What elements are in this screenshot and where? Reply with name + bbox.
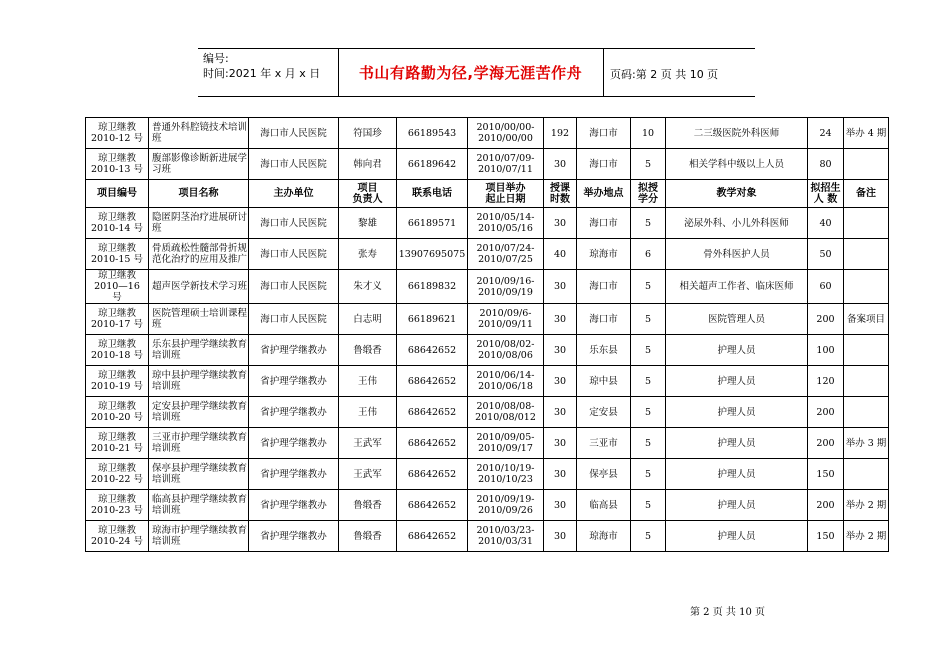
cell-project-id: 琼卫继教 2010-17 号 bbox=[86, 304, 149, 335]
cell-phone: 68642652 bbox=[397, 521, 468, 552]
cell-project-name: 保亭县护理学继续教育培训班 bbox=[149, 459, 249, 490]
cell-enrollment: 150 bbox=[808, 521, 844, 552]
cell-enrollment: 200 bbox=[808, 490, 844, 521]
cell-project-name: 超声医学新技术学习班 bbox=[149, 270, 249, 304]
cell-audience: 骨外科医护人员 bbox=[666, 239, 808, 270]
cell-remarks: 备案项目 bbox=[844, 304, 889, 335]
header-enrollment: 拟招生 人 数 bbox=[808, 180, 844, 208]
cell-project-lead: 王伟 bbox=[339, 366, 397, 397]
table-row bbox=[86, 304, 889, 335]
cell-phone: 68642652 bbox=[397, 397, 468, 428]
cell-location: 海口市 bbox=[577, 304, 631, 335]
cell-hours: 30 bbox=[544, 397, 577, 428]
cell-hours: 30 bbox=[544, 149, 577, 180]
cell-remarks bbox=[844, 208, 889, 239]
cell-location: 海口市 bbox=[577, 149, 631, 180]
cell-project-name: 临高县护理学继续教育培训班 bbox=[149, 490, 249, 521]
header-project-id: 项目编号 bbox=[86, 180, 149, 208]
cell-organizer: 省护理学继教办 bbox=[249, 521, 339, 552]
table-row bbox=[86, 428, 889, 459]
cell-phone: 68642652 bbox=[397, 459, 468, 490]
cell-audience: 护理人员 bbox=[666, 490, 808, 521]
cell-date-range: 2010/05/14- 2010/05/16 bbox=[468, 208, 544, 239]
cell-project-lead: 白志明 bbox=[339, 304, 397, 335]
cell-remarks bbox=[844, 397, 889, 428]
cell-remarks: 举办 2 期 bbox=[844, 521, 889, 552]
cell-project-id: 琼卫继教 2010-21 号 bbox=[86, 428, 149, 459]
cell-enrollment: 24 bbox=[808, 118, 844, 149]
header-page-label: 页码:第 2 页 共 10 页 bbox=[610, 68, 719, 81]
cell-organizer: 省护理学继教办 bbox=[249, 366, 339, 397]
cell-location: 乐东县 bbox=[577, 335, 631, 366]
cell-date-range: 2010/08/08- 2010/08/012 bbox=[468, 397, 544, 428]
header-hours: 授课 时数 bbox=[544, 180, 577, 208]
cell-location: 保亭县 bbox=[577, 459, 631, 490]
cell-project-lead: 王伟 bbox=[339, 397, 397, 428]
cell-hours: 40 bbox=[544, 239, 577, 270]
cell-project-name: 定安县护理学继续教育培训班 bbox=[149, 397, 249, 428]
cell-hours: 30 bbox=[544, 366, 577, 397]
cell-location: 琼海市 bbox=[577, 521, 631, 552]
header-location: 举办地点 bbox=[577, 180, 631, 208]
page-header bbox=[198, 48, 755, 97]
table-row bbox=[86, 208, 889, 239]
cell-location: 临高县 bbox=[577, 490, 631, 521]
cell-hours: 192 bbox=[544, 118, 577, 149]
cell-project-id: 琼卫继教 2010-19 号 bbox=[86, 366, 149, 397]
cell-audience: 相关超声工作者、临床医师 bbox=[666, 270, 808, 304]
cell-date-range: 2010/09/05- 2010/09/17 bbox=[468, 428, 544, 459]
cell-location: 琼海市 bbox=[577, 239, 631, 270]
cell-credits: 5 bbox=[631, 149, 666, 180]
cell-hours: 30 bbox=[544, 335, 577, 366]
cell-organizer: 海口市人民医院 bbox=[249, 270, 339, 304]
cell-location: 琼中县 bbox=[577, 366, 631, 397]
table-row bbox=[86, 118, 889, 149]
cell-audience: 护理人员 bbox=[666, 366, 808, 397]
cell-remarks bbox=[844, 459, 889, 490]
cell-enrollment: 40 bbox=[808, 208, 844, 239]
header-motto: 书山有路勤为径,学海无涯苦作舟 bbox=[358, 64, 583, 82]
cell-project-name: 普通外科腔镜技术培训班 bbox=[149, 118, 249, 149]
cell-audience: 护理人员 bbox=[666, 397, 808, 428]
cell-enrollment: 200 bbox=[808, 397, 844, 428]
cell-project-lead: 鲁缎香 bbox=[339, 521, 397, 552]
cell-hours: 30 bbox=[544, 304, 577, 335]
cell-credits: 5 bbox=[631, 397, 666, 428]
cell-project-lead: 鲁缎香 bbox=[339, 335, 397, 366]
cell-project-lead: 符国珍 bbox=[339, 118, 397, 149]
cell-project-name: 医院管理硕士培训课程班 bbox=[149, 304, 249, 335]
cell-project-name: 琼中县护理学继续教育培训班 bbox=[149, 366, 249, 397]
header-project-lead: 项目 负责人 bbox=[339, 180, 397, 208]
header-audience: 教学对象 bbox=[666, 180, 808, 208]
table-row bbox=[86, 397, 889, 428]
cell-project-id: 琼卫继教 2010-15 号 bbox=[86, 239, 149, 270]
cell-audience: 护理人员 bbox=[666, 521, 808, 552]
cell-phone: 68642652 bbox=[397, 490, 468, 521]
cell-organizer: 海口市人民医院 bbox=[249, 208, 339, 239]
cell-project-id: 琼卫继教 2010-22 号 bbox=[86, 459, 149, 490]
cell-audience: 医院管理人员 bbox=[666, 304, 808, 335]
cell-phone: 66189621 bbox=[397, 304, 468, 335]
cell-credits: 5 bbox=[631, 208, 666, 239]
cell-project-id: 琼卫继教 2010-18 号 bbox=[86, 335, 149, 366]
table-header-row bbox=[86, 180, 889, 208]
cell-date-range: 2010/07/24- 2010/07/25 bbox=[468, 239, 544, 270]
cell-date-range: 2010/10/19- 2010/10/23 bbox=[468, 459, 544, 490]
header-meta bbox=[203, 51, 320, 81]
cell-enrollment: 80 bbox=[808, 149, 844, 180]
cell-organizer: 省护理学继教办 bbox=[249, 490, 339, 521]
cell-phone: 68642652 bbox=[397, 366, 468, 397]
cell-location: 三亚市 bbox=[577, 428, 631, 459]
table-row bbox=[86, 459, 889, 490]
cell-date-range: 2010/00/00- 2010/00/00 bbox=[468, 118, 544, 149]
cell-hours: 30 bbox=[544, 208, 577, 239]
cell-hours: 30 bbox=[544, 490, 577, 521]
cell-project-name: 乐东县护理学继续教育培训班 bbox=[149, 335, 249, 366]
cell-date-range: 2010/08/02- 2010/08/06 bbox=[468, 335, 544, 366]
cell-credits: 5 bbox=[631, 270, 666, 304]
cell-date-range: 2010/06/14- 2010/06/18 bbox=[468, 366, 544, 397]
cell-project-id: 琼卫继教 2010-20 号 bbox=[86, 397, 149, 428]
cell-project-id: 琼卫继教 2010-24 号 bbox=[86, 521, 149, 552]
cell-enrollment: 60 bbox=[808, 270, 844, 304]
cell-project-name: 腹部影像诊断新进展学习班 bbox=[149, 149, 249, 180]
cell-hours: 30 bbox=[544, 521, 577, 552]
cell-credits: 5 bbox=[631, 459, 666, 490]
cell-remarks bbox=[844, 149, 889, 180]
cell-credits: 5 bbox=[631, 428, 666, 459]
cell-credits: 5 bbox=[631, 490, 666, 521]
header-organizer: 主办单位 bbox=[249, 180, 339, 208]
cell-enrollment: 200 bbox=[808, 304, 844, 335]
header-date-range: 项目举办 起止日期 bbox=[468, 180, 544, 208]
cell-credits: 5 bbox=[631, 366, 666, 397]
cell-organizer: 海口市人民医院 bbox=[249, 118, 339, 149]
cell-project-name: 骨质疏松性髓部骨折规范化治疗的应用及推广 bbox=[149, 239, 249, 270]
cell-enrollment: 200 bbox=[808, 428, 844, 459]
cell-organizer: 海口市人民医院 bbox=[249, 304, 339, 335]
cell-organizer: 海口市人民医院 bbox=[249, 149, 339, 180]
cell-phone: 66189543 bbox=[397, 118, 468, 149]
cell-project-name: 琼海市护理学继续教育培训班 bbox=[149, 521, 249, 552]
cell-remarks bbox=[844, 239, 889, 270]
cell-remarks: 举办 2 期 bbox=[844, 490, 889, 521]
cell-audience: 护理人员 bbox=[666, 459, 808, 490]
header-divider bbox=[603, 49, 604, 96]
cell-date-range: 2010/09/6- 2010/09/11 bbox=[468, 304, 544, 335]
cell-phone: 66189571 bbox=[397, 208, 468, 239]
cell-remarks: 举办 4 期 bbox=[844, 118, 889, 149]
cell-credits: 5 bbox=[631, 304, 666, 335]
page-footer: 第 2 页 共 10 页 bbox=[690, 607, 765, 618]
cell-phone: 66189642 bbox=[397, 149, 468, 180]
cell-date-range: 2010/09/19- 2010/09/26 bbox=[468, 490, 544, 521]
cell-location: 海口市 bbox=[577, 118, 631, 149]
cell-location: 海口市 bbox=[577, 270, 631, 304]
cell-project-name: 三亚市护理学继续教育培训班 bbox=[149, 428, 249, 459]
cell-date-range: 2010/03/23- 2010/03/31 bbox=[468, 521, 544, 552]
cell-location: 定安县 bbox=[577, 397, 631, 428]
cell-organizer: 省护理学继教办 bbox=[249, 428, 339, 459]
cell-hours: 30 bbox=[544, 270, 577, 304]
cell-project-name: 隐匿阴茎治疗进展研讨班 bbox=[149, 208, 249, 239]
table-row bbox=[86, 490, 889, 521]
header-remarks: 备注 bbox=[844, 180, 889, 208]
cell-remarks: 举办 3 期 bbox=[844, 428, 889, 459]
table-body bbox=[86, 118, 889, 552]
cell-project-id: 琼卫继教 2010-23 号 bbox=[86, 490, 149, 521]
cell-credits: 6 bbox=[631, 239, 666, 270]
header-phone: 联系电话 bbox=[397, 180, 468, 208]
cell-audience: 护理人员 bbox=[666, 428, 808, 459]
cell-enrollment: 50 bbox=[808, 239, 844, 270]
cell-audience: 泌尿外科、小儿外科医师 bbox=[666, 208, 808, 239]
cell-phone: 66189832 bbox=[397, 270, 468, 304]
cell-date-range: 2010/07/09- 2010/07/11 bbox=[468, 149, 544, 180]
table-row bbox=[86, 521, 889, 552]
cell-organizer: 海口市人民医院 bbox=[249, 239, 339, 270]
cell-remarks bbox=[844, 366, 889, 397]
cell-project-lead: 鲁缎香 bbox=[339, 490, 397, 521]
cell-organizer: 省护理学继教办 bbox=[249, 459, 339, 490]
table-row bbox=[86, 149, 889, 180]
cell-remarks bbox=[844, 335, 889, 366]
cell-project-id: 琼卫继教 2010—16 号 bbox=[86, 270, 149, 304]
cell-project-lead: 韩向君 bbox=[339, 149, 397, 180]
cell-phone: 68642652 bbox=[397, 428, 468, 459]
cell-credits: 5 bbox=[631, 521, 666, 552]
table-row bbox=[86, 335, 889, 366]
header-credits: 拟授 学分 bbox=[631, 180, 666, 208]
cell-project-id: 琼卫继教 2010-12 号 bbox=[86, 118, 149, 149]
cell-project-lead: 黎雄 bbox=[339, 208, 397, 239]
cell-audience: 相关学科中级以上人员 bbox=[666, 149, 808, 180]
cell-project-lead: 张寿 bbox=[339, 239, 397, 270]
cell-project-lead: 朱才义 bbox=[339, 270, 397, 304]
table-row bbox=[86, 239, 889, 270]
cell-credits: 10 bbox=[631, 118, 666, 149]
cell-remarks bbox=[844, 270, 889, 304]
table-row bbox=[86, 366, 889, 397]
cell-project-lead: 王武军 bbox=[339, 459, 397, 490]
training-projects-table bbox=[85, 117, 889, 552]
cell-project-lead: 王武军 bbox=[339, 428, 397, 459]
cell-enrollment: 100 bbox=[808, 335, 844, 366]
cell-project-id: 琼卫继教 2010-13 号 bbox=[86, 149, 149, 180]
header-project-name: 项目名称 bbox=[149, 180, 249, 208]
cell-audience: 二三级医院外科医师 bbox=[666, 118, 808, 149]
cell-organizer: 省护理学继教办 bbox=[249, 397, 339, 428]
cell-enrollment: 150 bbox=[808, 459, 844, 490]
time-label: 时间:2021 年 x 月 x 日 bbox=[203, 67, 321, 80]
cell-credits: 5 bbox=[631, 335, 666, 366]
cell-enrollment: 120 bbox=[808, 366, 844, 397]
table-row bbox=[86, 270, 889, 304]
cell-hours: 30 bbox=[544, 459, 577, 490]
serial-label: 编号: bbox=[203, 52, 229, 65]
cell-date-range: 2010/09/16- 2010/09/19 bbox=[468, 270, 544, 304]
cell-hours: 30 bbox=[544, 428, 577, 459]
cell-organizer: 省护理学继教办 bbox=[249, 335, 339, 366]
cell-location: 海口市 bbox=[577, 208, 631, 239]
cell-phone: 13907695075 bbox=[397, 239, 468, 270]
cell-project-id: 琼卫继教 2010-14 号 bbox=[86, 208, 149, 239]
cell-audience: 护理人员 bbox=[666, 335, 808, 366]
cell-phone: 68642652 bbox=[397, 335, 468, 366]
